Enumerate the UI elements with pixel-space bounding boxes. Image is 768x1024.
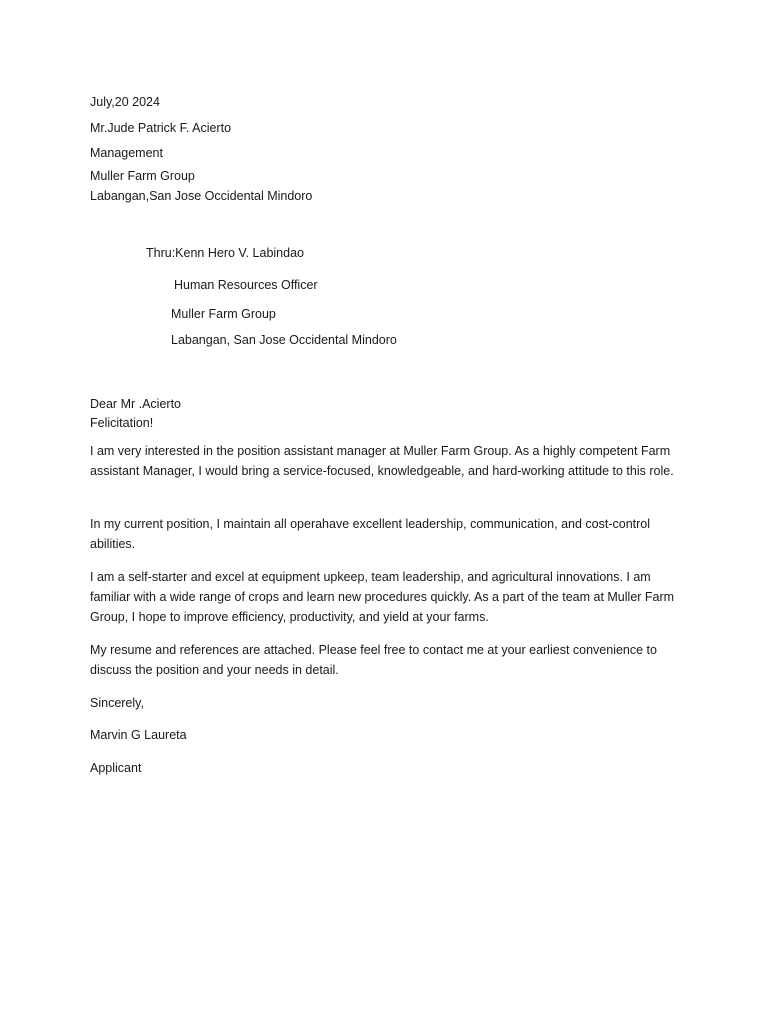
body-paragraph-2: In my current position, I maintain all operahave excellent leadership, communication, and cost-control abilities. (90, 517, 651, 551)
closing: Sincerely, (90, 696, 144, 710)
recipient-title: Management (90, 146, 163, 160)
body-paragraph-1: I am very interested in the position assistant manager at Muller Farm Group. As a highly competent Farm assistant Manager, I would bring a service-focused, knowledgeable, and hard-working attitude to this role. (90, 444, 674, 478)
signature-title: Applicant (90, 761, 142, 775)
recipient-address: Labangan,San Jose Occidental Mindoro (90, 189, 313, 203)
recipient-company: Muller Farm Group (90, 169, 195, 183)
thru-title: Human Resources Officer (174, 278, 318, 292)
greeting: Felicitation! (90, 416, 154, 430)
body-paragraph-3: I am a self-starter and excel at equipment upkeep, team leadership, and agricultural innovations. I am familiar with a wide range of crops and learn new procedures quickly. As a part of the team at Muller Farm Group, I hope to improve efficiency, productivity, and yield at your farms. (90, 570, 675, 624)
recipient-name: Mr.Jude Patrick F. Acierto (90, 121, 232, 135)
salutation: Dear Mr .Acierto (90, 397, 181, 411)
thru-address: Labangan, San Jose Occidental Mindoro (171, 333, 397, 347)
thru-name: Thru:Kenn Hero V. Labindao (146, 246, 304, 260)
letter-date: July,20 2024 (90, 95, 160, 109)
signature-name: Marvin G Laureta (90, 728, 187, 742)
thru-company: Muller Farm Group (171, 307, 276, 321)
body-paragraph-4: My resume and references are attached. Please feel free to contact me at your earliest convenience to discuss the position and your needs in detail. (90, 643, 657, 677)
